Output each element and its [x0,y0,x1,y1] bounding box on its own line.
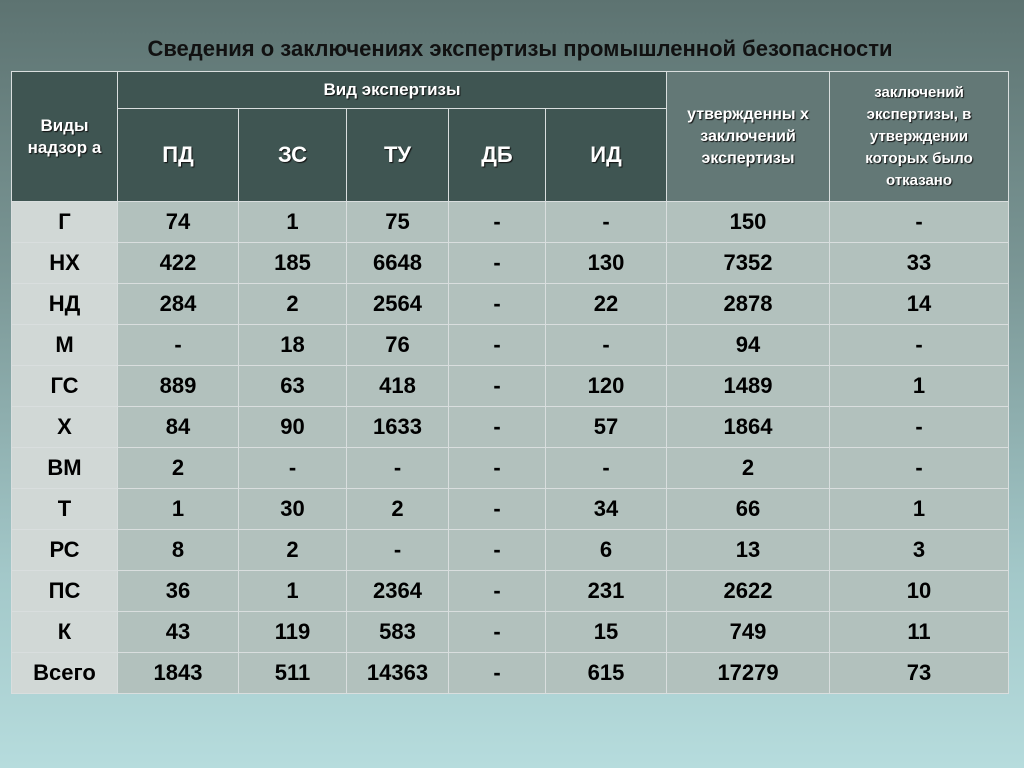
header-pd: ПД [118,109,239,202]
cell-zs: - [239,448,347,489]
cell-id: - [546,325,667,366]
cell-pd: 74 [118,202,239,243]
header-kind: Виды надзор а [12,72,118,202]
row-label: ВМ [12,448,118,489]
table-row [12,448,1009,489]
cell-tu: 6648 [347,243,449,284]
cell-id: 57 [546,407,667,448]
cell-db: - [449,284,546,325]
cell-db: - [449,325,546,366]
cell-tu: - [347,448,449,489]
cell-approved: 150 [667,202,830,243]
cell-approved: 1489 [667,366,830,407]
cell-approved: 13 [667,530,830,571]
cell-db: - [449,571,546,612]
cell-refused: 1 [830,489,1009,530]
cell-zs: 511 [239,653,347,694]
cell-refused: 73 [830,653,1009,694]
cell-refused: - [830,325,1009,366]
cell-zs: 30 [239,489,347,530]
cell-pd: 43 [118,612,239,653]
cell-tu: - [347,530,449,571]
cell-pd: 1 [118,489,239,530]
cell-id: 15 [546,612,667,653]
cell-pd: 84 [118,407,239,448]
cell-db: - [449,366,546,407]
cell-approved: 749 [667,612,830,653]
cell-approved: 2878 [667,284,830,325]
cell-id: - [546,448,667,489]
cell-pd: 889 [118,366,239,407]
cell-pd: 1843 [118,653,239,694]
cell-pd: 284 [118,284,239,325]
cell-id: 120 [546,366,667,407]
cell-id: - [546,202,667,243]
cell-approved: 94 [667,325,830,366]
cell-refused: - [830,202,1009,243]
cell-zs: 119 [239,612,347,653]
row-label: К [12,612,118,653]
cell-pd: 36 [118,571,239,612]
cell-tu: 1633 [347,407,449,448]
table-row [12,489,1009,530]
cell-refused: - [830,448,1009,489]
expertise-table [11,71,1009,694]
table-row [12,407,1009,448]
cell-pd: 422 [118,243,239,284]
header-row [12,72,1009,109]
row-label: ПС [12,571,118,612]
table-row [12,530,1009,571]
cell-approved: 1864 [667,407,830,448]
cell-approved: 7352 [667,243,830,284]
cell-db: - [449,653,546,694]
table-row [12,325,1009,366]
cell-zs: 185 [239,243,347,284]
cell-approved: 2 [667,448,830,489]
header-expertise-type: Вид экспертизы [118,72,667,109]
cell-zs: 2 [239,530,347,571]
header-zs: ЗС [239,109,347,202]
table-row [12,653,1009,694]
row-label: НД [12,284,118,325]
cell-pd: - [118,325,239,366]
cell-zs: 2 [239,284,347,325]
table-row [12,612,1009,653]
cell-approved: 2622 [667,571,830,612]
cell-id: 34 [546,489,667,530]
cell-db: - [449,448,546,489]
cell-tu: 583 [347,612,449,653]
row-label: Т [12,489,118,530]
cell-id: 615 [546,653,667,694]
cell-db: - [449,530,546,571]
row-label: ГС [12,366,118,407]
cell-zs: 1 [239,202,347,243]
cell-refused: 33 [830,243,1009,284]
page-title: Сведения о заключениях экспертизы промышленной безопасности [147,36,893,61]
cell-id: 231 [546,571,667,612]
header-approved: утвержденны х заключений экспертизы [667,72,830,202]
cell-zs: 90 [239,407,347,448]
row-label: Г [12,202,118,243]
row-label: РС [12,530,118,571]
cell-pd: 8 [118,530,239,571]
cell-refused: 10 [830,571,1009,612]
header-tu: ТУ [347,109,449,202]
row-label: Всего [12,653,118,694]
cell-refused: 3 [830,530,1009,571]
cell-approved: 17279 [667,653,830,694]
table-row [12,243,1009,284]
cell-zs: 18 [239,325,347,366]
cell-tu: 2564 [347,284,449,325]
cell-tu: 2364 [347,571,449,612]
header-id: ИД [546,109,667,202]
header-refused: заключений экспертизы, в утверждении которых было отказано [830,72,1009,202]
cell-db: - [449,612,546,653]
cell-refused: 14 [830,284,1009,325]
cell-tu: 76 [347,325,449,366]
cell-zs: 1 [239,571,347,612]
row-label: НХ [12,243,118,284]
cell-refused: 11 [830,612,1009,653]
cell-tu: 75 [347,202,449,243]
cell-refused: - [830,407,1009,448]
cell-zs: 63 [239,366,347,407]
cell-db: - [449,407,546,448]
cell-tu: 2 [347,489,449,530]
table-row [12,366,1009,407]
cell-id: 130 [546,243,667,284]
cell-db: - [449,489,546,530]
row-label: М [12,325,118,366]
table-row [12,571,1009,612]
cell-refused: 1 [830,366,1009,407]
cell-db: - [449,202,546,243]
cell-tu: 418 [347,366,449,407]
cell-db: - [449,243,546,284]
cell-pd: 2 [118,448,239,489]
cell-id: 6 [546,530,667,571]
table-row [12,202,1009,243]
cell-tu: 14363 [347,653,449,694]
header-db: ДБ [449,109,546,202]
row-label: Х [12,407,118,448]
cell-id: 22 [546,284,667,325]
cell-approved: 66 [667,489,830,530]
table-row [12,284,1009,325]
